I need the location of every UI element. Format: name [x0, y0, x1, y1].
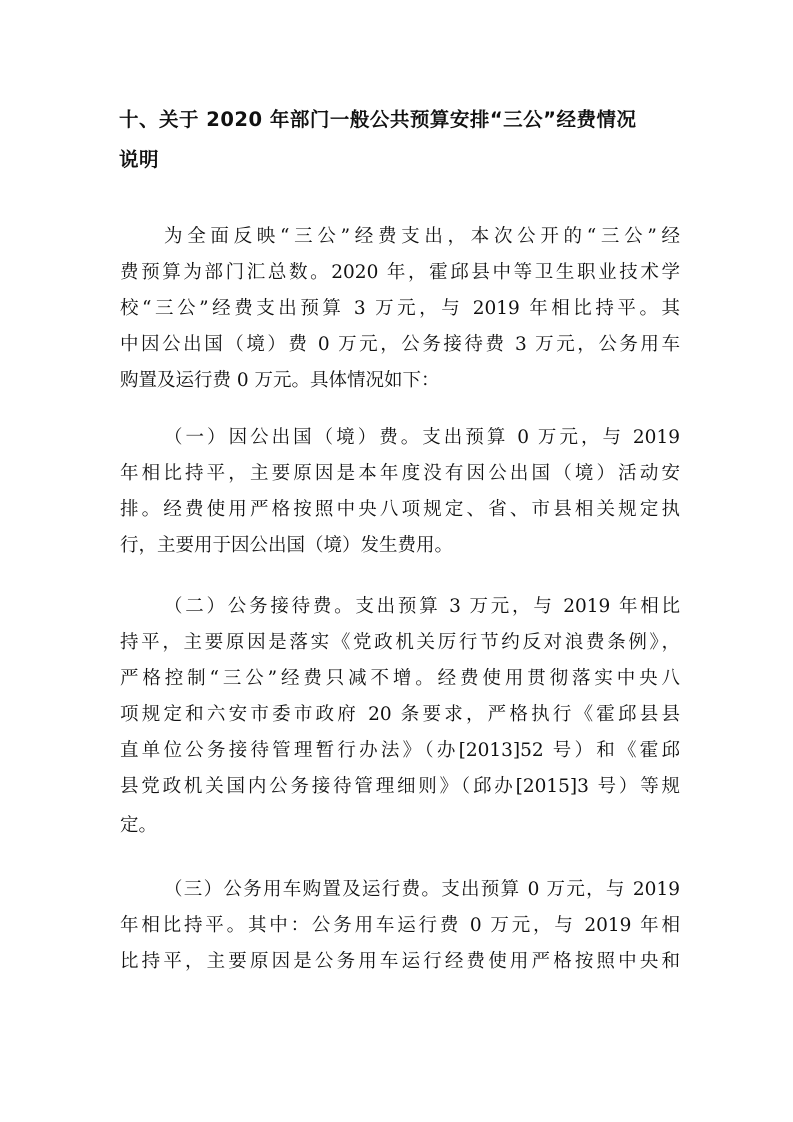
- body-line-5: 购置及运行费 0 万元。具体情况如下：: [120, 370, 440, 391]
- body-line-19: 比持平，主要原因是公务用车运行经费使用严格按照中央和: [120, 951, 680, 972]
- body-line-2: 费预算为部门汇总数。2020 年，霍邱县中等卫生职业技术学: [120, 262, 680, 283]
- body-line-13: 项规定和六安市委市政府 20 条要求，严格执行《霍邱县县: [120, 704, 680, 725]
- body-line-4: 中因公出国（境）费 0 万元，公务接待费 3 万元，公务用车: [120, 334, 680, 355]
- heading-line-2: 说明: [119, 148, 160, 171]
- body-line-10: （二）公务接待费。支出预算 3 万元，与 2019 年相比: [164, 596, 680, 617]
- section-heading: [119, 100, 699, 180]
- body-line-11: 持平，主要原因是落实《党政机关厉行节约反对浪费条例》，: [120, 632, 680, 653]
- body-line-17: （三）公务用车购置及运行费。支出预算 0 万元，与 2019: [164, 879, 680, 900]
- body-line-9: 行，主要用于因公出国（境）发生费用。: [120, 535, 454, 556]
- heading-line-1: 十、关于 2020 年部门一般公共预算安排“三公”经费情况: [119, 108, 637, 131]
- body-line-12: 严格控制“三公”经费只减不增。经费使用贯彻落实中央八: [120, 668, 680, 689]
- body-line-14: 直单位公务接待管理暂行办法》（办[2013]52 号）和《霍邱: [120, 740, 680, 761]
- body-line-1: 为全面反映“三公”经费支出，本次公开的“三公”经: [164, 226, 680, 247]
- body-line-6: （一）因公出国（境）费。支出预算 0 万元，与 2019: [164, 427, 680, 448]
- body-line-8: 排。经费使用严格按照中央八项规定、省、市县相关规定执: [120, 499, 680, 520]
- body-line-16: 定。: [120, 815, 158, 836]
- body-line-3: 校“三公”经费支出预算 3 万元，与 2019 年相比持平。其: [120, 298, 680, 319]
- body-line-18: 年相比持平。其中：公务用车运行费 0 万元，与 2019 年相: [120, 915, 680, 936]
- body-line-15: 县党政机关国内公务接待管理细则》（邱办[2015]3 号）等规: [120, 776, 680, 797]
- body-line-7: 年相比持平，主要原因是本年度没有因公出国（境）活动安: [120, 463, 680, 484]
